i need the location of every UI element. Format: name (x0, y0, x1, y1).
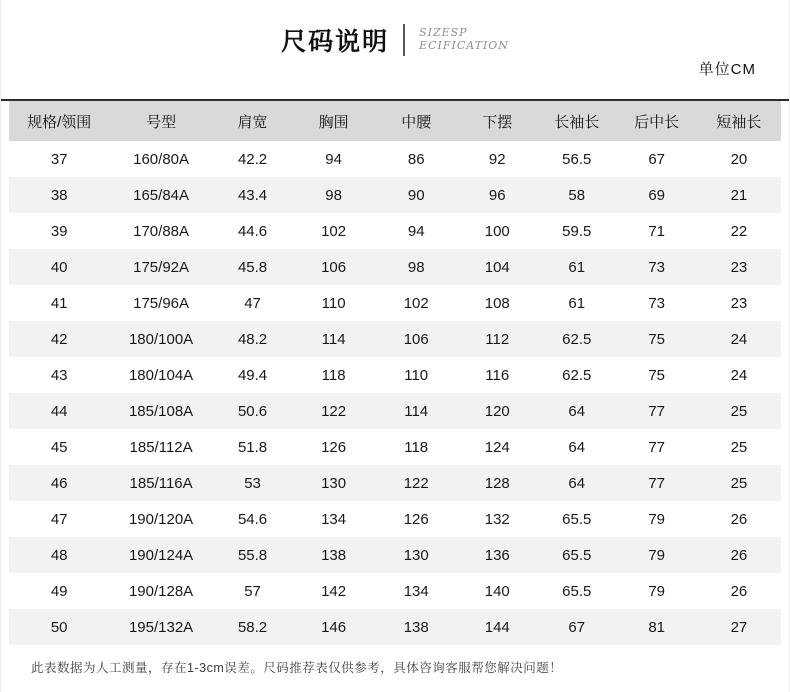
table-row (9, 321, 781, 357)
table-cell: 62.5 (562, 366, 592, 384)
table-cell: 90 (407, 186, 425, 204)
subtitle-line1: SIZESP (419, 25, 468, 39)
table-cell: 49 (50, 582, 68, 600)
table-cell: 71 (648, 222, 666, 240)
size-table-wrapper (1, 99, 789, 645)
table-cell: 24 (730, 366, 748, 384)
table-cell: 47 (244, 294, 261, 312)
page-header (1, 0, 789, 58)
table-cell: 26 (730, 546, 748, 564)
table-cell: 21 (730, 186, 748, 204)
table-cell: 102 (321, 222, 347, 240)
table-cell: 126 (321, 438, 347, 456)
table-cell: 37 (50, 150, 68, 168)
table-cell: 136 (484, 546, 510, 564)
table-cell: 120 (484, 402, 510, 420)
table-cell: 190/120A (128, 510, 194, 528)
table-cell: 73 (648, 294, 666, 312)
table-cell: 42.2 (237, 150, 268, 168)
table-cell: 180/104A (128, 366, 194, 384)
table-cell: 55.8 (237, 546, 268, 564)
table-cell: 185/112A (129, 438, 193, 456)
table-cell: 122 (321, 402, 347, 420)
table-row (9, 177, 781, 213)
table-cell: 64 (568, 402, 586, 420)
table-cell: 44.6 (237, 222, 268, 240)
table-cell: 124 (484, 438, 510, 456)
table-row (9, 609, 781, 645)
table-cell: 77 (648, 474, 666, 492)
table-cell: 94 (325, 150, 342, 168)
column-header-spec-collar: 规格/领围 (9, 101, 109, 141)
table-cell: 45 (50, 438, 68, 456)
table-cell: 146 (321, 618, 347, 636)
table-cell: 185/116A (129, 474, 193, 492)
table-cell: 118 (404, 438, 429, 456)
table-cell: 64 (568, 438, 586, 456)
table-cell: 43 (50, 366, 68, 384)
table-row (9, 465, 781, 501)
table-cell: 53 (244, 474, 261, 492)
column-header-long-sleeve-length: 长袖长 (537, 101, 617, 141)
table-cell: 61 (568, 294, 586, 312)
table-cell: 50.6 (237, 402, 268, 420)
table-cell: 56.5 (562, 150, 592, 168)
table-cell: 38 (50, 186, 68, 204)
table-cell: 62.5 (562, 330, 592, 348)
table-row (9, 357, 781, 393)
title-divider (403, 24, 405, 56)
table-cell: 134 (403, 582, 429, 600)
table-cell: 98 (325, 186, 342, 204)
table-cell: 104 (484, 258, 510, 276)
table-cell: 96 (488, 186, 506, 204)
table-cell: 92 (488, 150, 506, 168)
page-subtitle (419, 27, 509, 52)
table-cell: 67 (648, 150, 666, 168)
table-cell: 61 (568, 258, 586, 276)
table-cell: 180/100A (128, 330, 194, 348)
table-cell: 48 (50, 546, 68, 564)
table-cell: 86 (407, 150, 425, 168)
column-header-short-sleeve-length: 短袖长 (697, 101, 781, 141)
table-cell: 106 (321, 258, 347, 276)
table-cell: 79 (648, 546, 666, 564)
table-cell: 64 (568, 474, 586, 492)
table-cell: 160/80A (133, 150, 190, 168)
table-cell: 185/108A (128, 402, 194, 420)
table-row (9, 285, 781, 321)
table-cell: 20 (730, 150, 748, 168)
table-header-row (9, 101, 781, 141)
page-title: 尺码说明 (281, 27, 390, 56)
table-cell: 23 (730, 294, 748, 312)
table-cell: 49.4 (237, 366, 268, 384)
table-cell: 25 (730, 438, 748, 456)
table-cell: 27 (730, 618, 748, 636)
table-cell: 23 (730, 258, 748, 276)
table-cell: 110 (321, 294, 346, 312)
table-cell: 144 (484, 618, 510, 636)
table-cell: 57 (244, 582, 261, 600)
table-cell: 59.5 (562, 222, 592, 240)
table-row (9, 537, 781, 573)
table-cell: 195/132A (128, 618, 194, 636)
table-cell: 75 (648, 366, 666, 384)
table-cell: 50 (50, 618, 68, 636)
table-cell: 40 (50, 258, 68, 276)
table-cell: 175/92A (133, 258, 190, 276)
subtitle-line2: ECIFICATION (419, 38, 509, 52)
column-header-waist: 中腰 (375, 101, 458, 141)
column-header-hem: 下摆 (458, 101, 538, 141)
footer-note: 此表数据为人工测量，存在1-3cm误差。尺码推荐表仅供参考，具体咨询客服帮您解决问题！ (31, 661, 563, 675)
column-header-size-type: 号型 (109, 101, 212, 141)
table-cell: 42 (50, 330, 68, 348)
table-cell: 81 (648, 618, 666, 636)
table-cell: 110 (404, 366, 429, 384)
table-cell: 75 (648, 330, 666, 348)
table-cell: 112 (485, 330, 510, 348)
table-cell: 122 (403, 474, 429, 492)
table-row (9, 141, 781, 177)
column-header-back-center-length: 后中长 (617, 101, 697, 141)
table-cell: 58 (568, 186, 586, 204)
table-cell: 108 (484, 294, 510, 312)
table-cell: 51.8 (237, 438, 268, 456)
size-table-body (9, 141, 781, 645)
table-cell: 24 (730, 330, 748, 348)
table-cell: 132 (484, 510, 510, 528)
table-cell: 73 (648, 258, 666, 276)
table-cell: 79 (648, 582, 666, 600)
table-cell: 65.5 (562, 546, 592, 564)
table-cell: 65.5 (562, 510, 592, 528)
size-table (9, 101, 781, 645)
table-cell: 118 (321, 366, 346, 384)
table-cell: 48.2 (237, 330, 268, 348)
unit-label: 单位CM (698, 61, 756, 78)
table-cell: 106 (403, 330, 429, 348)
table-cell: 126 (403, 510, 429, 528)
table-cell: 140 (484, 582, 510, 600)
table-row (9, 213, 781, 249)
table-cell: 130 (403, 546, 429, 564)
table-cell: 77 (648, 438, 666, 456)
column-header-shoulder-width: 肩宽 (213, 101, 293, 141)
table-cell: 138 (321, 546, 347, 564)
table-cell: 175/96A (133, 294, 190, 312)
table-cell: 69 (648, 186, 666, 204)
table-cell: 170/88A (133, 222, 190, 240)
table-cell: 102 (403, 294, 429, 312)
table-cell: 65.5 (562, 582, 592, 600)
table-cell: 67 (568, 618, 586, 636)
table-cell: 138 (403, 618, 429, 636)
table-cell: 142 (321, 582, 347, 600)
table-cell: 116 (485, 366, 510, 384)
table-cell: 128 (484, 474, 510, 492)
table-row (9, 393, 781, 429)
table-row (9, 573, 781, 609)
table-cell: 114 (321, 330, 346, 348)
table-cell: 41 (50, 294, 68, 312)
table-row (9, 249, 781, 285)
table-cell: 114 (404, 402, 429, 420)
table-cell: 25 (730, 402, 748, 420)
table-cell: 39 (50, 222, 68, 240)
table-cell: 58.2 (237, 618, 268, 636)
table-cell: 98 (407, 258, 425, 276)
table-row (9, 501, 781, 537)
table-cell: 44 (50, 402, 68, 420)
table-cell: 25 (730, 474, 748, 492)
table-cell: 100 (484, 222, 510, 240)
table-cell: 94 (407, 222, 425, 240)
table-cell: 22 (730, 222, 748, 240)
table-cell: 190/124A (128, 546, 194, 564)
table-cell: 79 (648, 510, 666, 528)
table-cell: 77 (648, 402, 666, 420)
table-cell: 26 (730, 582, 748, 600)
column-header-chest: 胸围 (292, 101, 375, 141)
table-cell: 54.6 (237, 510, 268, 528)
table-cell: 134 (321, 510, 347, 528)
table-cell: 47 (50, 510, 68, 528)
table-cell: 46 (50, 474, 68, 492)
table-cell: 190/128A (128, 582, 194, 600)
table-cell: 26 (730, 510, 748, 528)
table-cell: 165/84A (133, 186, 190, 204)
table-cell: 43.4 (237, 186, 268, 204)
table-cell: 130 (321, 474, 347, 492)
table-cell: 45.8 (237, 258, 268, 276)
table-row (9, 429, 781, 465)
